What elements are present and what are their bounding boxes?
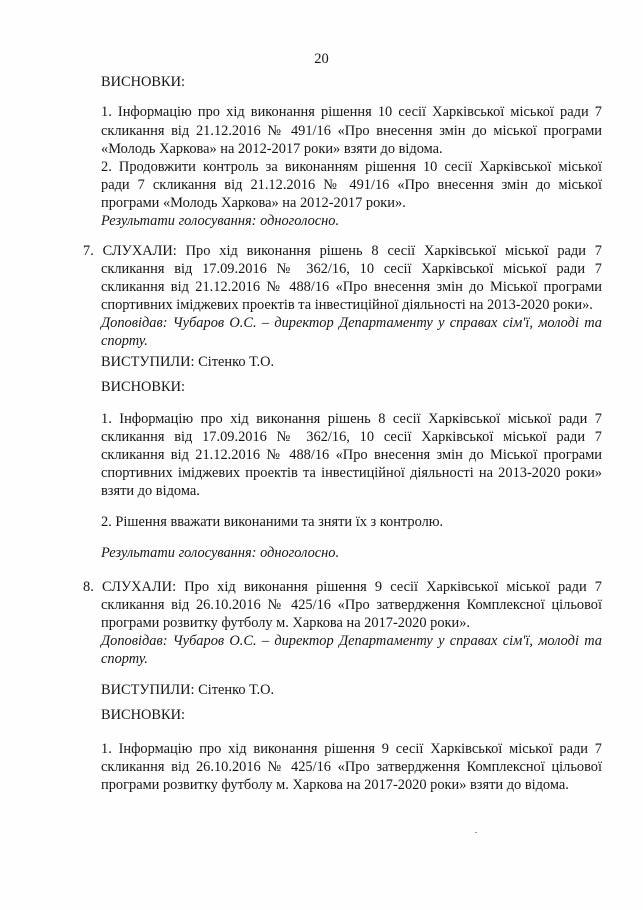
item-8-speakers-list: ВИСТУПИЛИ: Сітенко Т.О. [101, 682, 275, 698]
item-7-heard-line: скликання від 17.09.2016 № 362/16, 10 сесії Харківської міської ради 7 [101, 261, 602, 277]
scan-speck [475, 832, 477, 833]
item-7-conclusion-line: спортивних іміджевих проектів та інвестиційної діяльності на 2013-2020 роки» [101, 465, 602, 481]
item-8-conclusion-line: 1. Інформацію про хід виконання рішення 9 сесії Харківської міської ради 7 [101, 741, 602, 757]
conclusion-text-line: ради 7 скликання від 21.12.2016 № 491/16 «Про внесення змін до міської [101, 177, 602, 193]
item-8-heard-line: 8. СЛУХАЛИ: Про хід виконання рішення 9 сесії Харківської міської ради 7 [83, 579, 602, 595]
item-7-conclusion-2: 2. Рішення вважати виконаними та зняти їх з контролю. [101, 514, 444, 530]
item-7-conclusion-line: скликання від 17.09.2016 № 362/16, 10 сесії Харківської міської ради 7 [101, 429, 602, 445]
item-7-conclusions-heading: ВИСНОВКИ: [101, 379, 185, 395]
page-number: 20 [314, 51, 329, 67]
conclusion-text-line: «Молодь Харкова» на 2012-2017 роки» взяти до відома. [101, 141, 443, 157]
item-7-conclusion-line: скликання від 21.12.2016 № 488/16 «Про внесення змін до Міської програми [101, 447, 602, 463]
item-7-heard-line: спортивних іміджевих проектів та інвестиційної діяльності на 2013-2020 роки». [101, 297, 593, 313]
item-8-heard-line: програми розвитку футболу м. Харкова на 2017-2020 роки». [101, 615, 471, 631]
vote-result: Результати голосування: одноголосно. [101, 213, 340, 229]
item-7-speaker: Доповідав: Чубаров О.С. – директор Департаменту у справах сім'ї, молоді та [101, 315, 602, 331]
item-8-speaker: спорту. [101, 651, 148, 667]
conclusions-heading: ВИСНОВКИ: [101, 74, 185, 90]
item-8-conclusion-line: програми розвитку футболу м. Харкова на 2017-2020 роки» взяти до відома. [101, 777, 569, 793]
item-7-heard-line: 7. СЛУХАЛИ: Про хід виконання рішень 8 сесії Харківської міської ради 7 [83, 243, 602, 259]
item-7-conclusion-line: взяти до відома. [101, 483, 200, 499]
item-8-conclusions-heading: ВИСНОВКИ: [101, 707, 185, 723]
conclusion-text-line: скликання від 21.12.2016 № 491/16 «Про внесення змін до міської програми [101, 123, 602, 139]
item-7-vote-result: Результати голосування: одноголосно. [101, 545, 340, 561]
item-7-conclusion-line: 1. Інформацію про хід виконання рішень 8 сесії Харківської міської ради 7 [101, 411, 602, 427]
item-8-heard-line: скликання від 26.10.2016 № 425/16 «Про затвердження Комплексної цільової [101, 597, 602, 613]
item-8-speaker: Доповідав: Чубаров О.С. – директор Департаменту у справах сім'ї, молоді та [101, 633, 602, 649]
item-7-heard-line: скликання від 21.12.2016 № 488/16 «Про внесення змін до Міської програми [101, 279, 602, 295]
conclusion-text-line: 1. Інформацію про хід виконання рішення 10 сесії Харківської міської ради 7 [101, 104, 602, 120]
item-7-speakers-list: ВИСТУПИЛИ: Сітенко Т.О. [101, 354, 275, 370]
conclusion-text-line: програми «Молодь Харкова» на 2012-2017 роки». [101, 195, 406, 211]
conclusion-text-line: 2. Продовжити контроль за виконанням рішення 10 сесії Харківської міської [101, 159, 602, 175]
item-7-speaker: спорту. [101, 333, 148, 349]
item-8-conclusion-line: скликання від 26.10.2016 № 425/16 «Про затвердження Комплексної цільової [101, 759, 602, 775]
